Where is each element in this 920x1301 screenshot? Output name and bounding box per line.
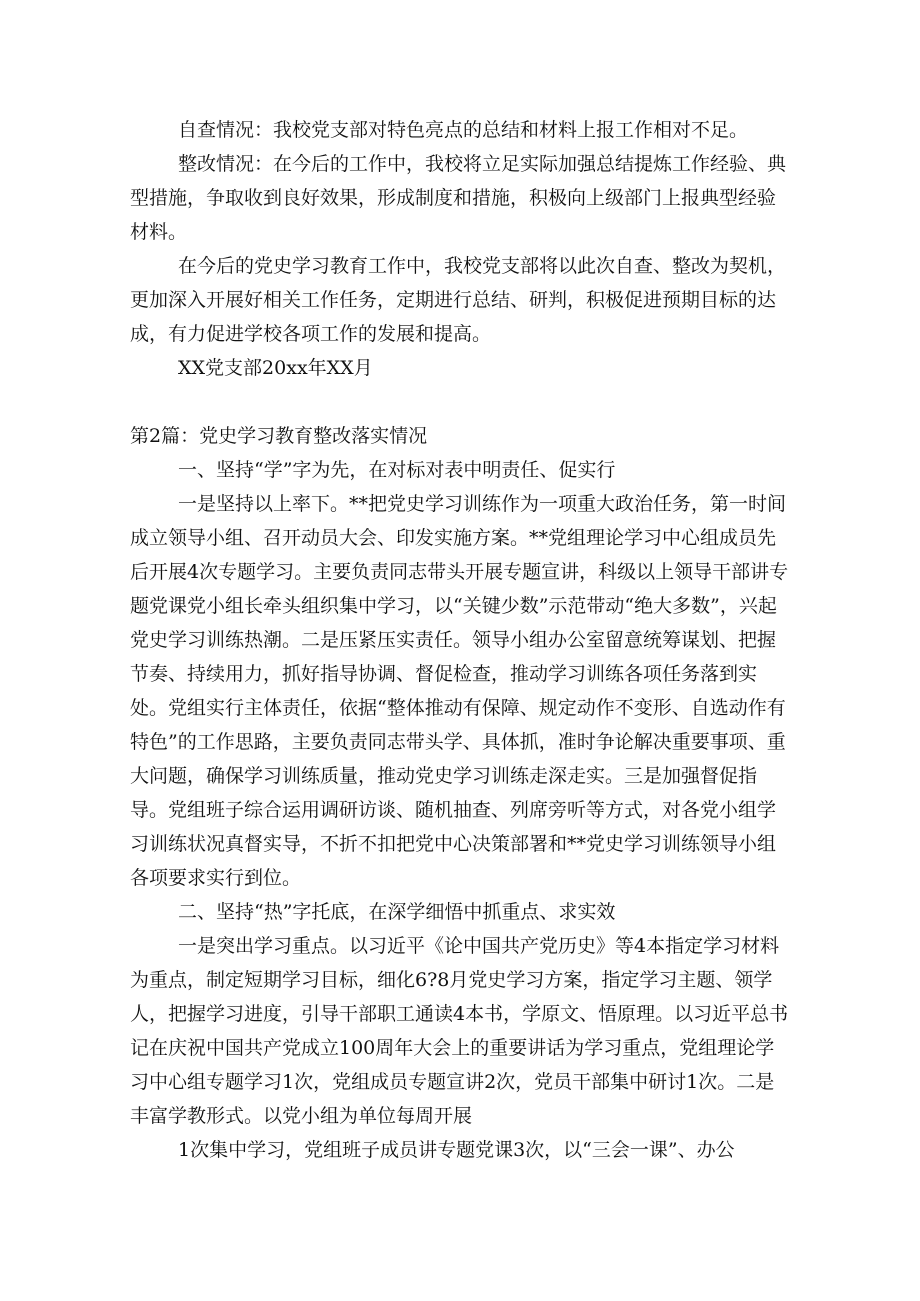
self-check-paragraph: 自查情况：我校党支部对特色亮点的总结和材料上报工作相对不足。 xyxy=(178,119,749,141)
body-paragraph-two: 一是突出学习重点。以习近平《论中国共产党历史》等4本指定学习材料为重点，制定短期学习目标，细化6?8月党史学习方案，指定学习主题、领学人，把握学习进度，引导干部职工通读4本书，学原文、悟原理。以习近平总书记在庆祝中国共产党成立100周年大会上的重要讲话为学习重点，党组理论学习中心组专题学习1次，党组成员专题宣讲2次，党员干部集中研讨1次。二是丰富学教形式。以党小组为单位每周开展 xyxy=(130,935,789,1127)
heading-one: 一、坚持“学”字为先，在对标对表中明责任、促实行 xyxy=(178,459,616,481)
heading-two: 二、坚持“热”字托底，在深学细悟中抓重点、求实效 xyxy=(178,901,616,923)
conclusion-paragraph: 在今后的党史学习教育工作中，我校党支部将以此次自查、整改为契机，更加深入开展好相关工作任务，定期进行总结、研判，积极促进预期目标的达成，有力促进学校各项工作的发展和提高。 xyxy=(130,255,787,345)
signature-line: XX党支部20xx年XX月 xyxy=(178,357,373,379)
section-title: 第2篇：党史学习教育整改落实情况 xyxy=(130,425,428,447)
body-paragraph-one: 一是坚持以上率下。**把党史学习训练作为一项重大政治任务，第一时间成立领导小组、召开动员大会、印发实施方案。**党组理论学习中心组成员先后开展4次专题学习。主要负责同志带头开展专题宣讲，科级以上领导干部讲专题党课党小组长牵头组织集中学习，以“关键少数”示范带动“绝大多数”，兴起党史学习训练热潮。二是压紧压实责任。领导小组办公室留意统筹谋划、把握节奏、持续用力，抓好指导协调、督促检查，推动学习训练各项任务落到实处。党组实行主体责任，依据“整体推动有保障、规定动作不变形、自选动作有特色”的工作思路，主要负责同志带头学、具体抓，准时争论解决重要事项、重大问题，确保学习训练质量，推动党史学习训练走深走实。三是加强督促指导。党组班子综合运用调研访谈、随机抽查、列席旁听等方式，对各党小组学习训练状况真督实导，不折不扣把党中心决策部署和**党史学习训练领导小组各项要求实行到位。 xyxy=(130,493,789,889)
rectification-paragraph: 整改情况：在今后的工作中，我校将立足实际加强总结提炼工作经验、典型措施，争取收到良好效果，形成制度和措施，积极向上级部门上报典型经验材料。 xyxy=(130,153,787,243)
body-paragraph-three: 1次集中学习，党组班子成员讲专题党课3次，以“三会一课”、办公 xyxy=(178,1139,735,1161)
